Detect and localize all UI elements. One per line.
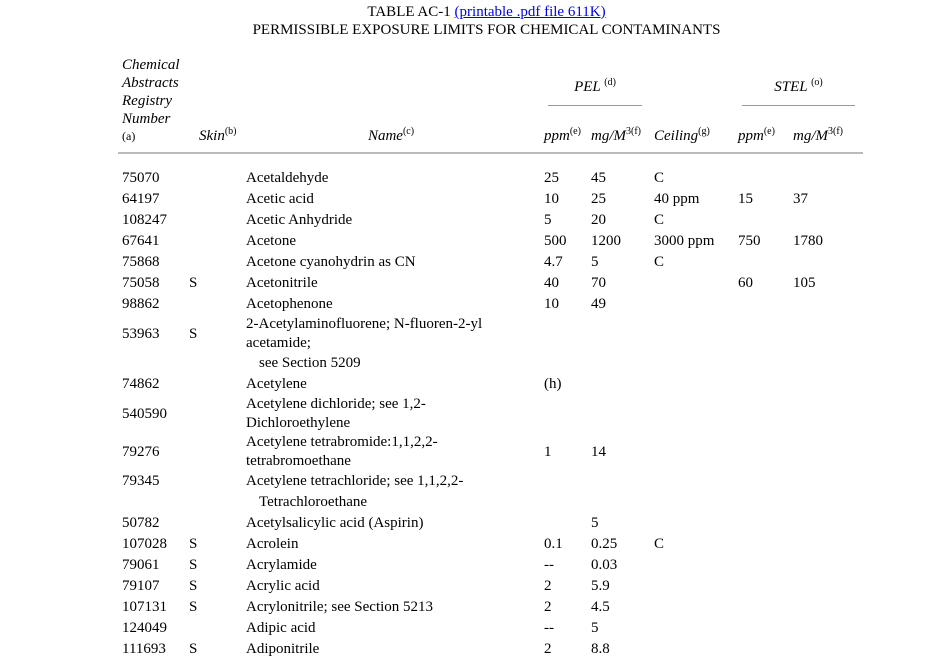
name-cell (242, 374, 540, 395)
cas-cell (118, 492, 185, 513)
skin-cell: S (189, 557, 198, 573)
pel-mg-cell: 70 (591, 275, 606, 291)
pel-ppm-cell: 1 (544, 443, 552, 460)
stel-mg-cell (789, 492, 863, 513)
pel-ppm-cell (540, 395, 587, 433)
name-line: Acrolein (246, 536, 299, 552)
name-cell (242, 395, 540, 433)
pel-ppm-cell: 500 (544, 233, 567, 249)
name-cell (242, 273, 540, 294)
ceiling-cell (650, 433, 734, 471)
cas-cell: 53963 (122, 325, 160, 342)
skin-cell (185, 294, 242, 315)
header-stel-ppm: ppm$^{(e)}$ (738, 126, 775, 144)
stel-ppm-cell (734, 513, 789, 534)
skin-cell: S (189, 599, 198, 615)
name-line: Dichloroethylene (246, 415, 351, 431)
table-row (118, 231, 863, 252)
stel-mg-cell (789, 252, 863, 273)
skin-cell (185, 395, 242, 433)
cas-cell: 540590 (122, 405, 167, 422)
skin-cell (185, 513, 242, 534)
ceiling-cell (650, 639, 734, 660)
pel-mg-cell: 0.25 (591, 536, 618, 552)
pel-ppm-cell (540, 353, 587, 374)
name-line: acetamide; (246, 335, 311, 351)
stel-mg-cell (789, 534, 863, 555)
cas-cell: 74862 (122, 376, 160, 392)
stel-mg-cell (789, 576, 863, 597)
table-row (118, 189, 863, 210)
pel-mg-cell: 5 (591, 254, 599, 270)
stel-mg-cell (789, 315, 863, 353)
cas-cell: 75868 (122, 254, 160, 270)
pel-mg-cell: 0.03 (591, 557, 618, 573)
name-cell (242, 294, 540, 315)
name-cell (242, 252, 540, 273)
pel-mg-cell: 5 (591, 515, 599, 531)
table-row (118, 315, 863, 353)
stel-mg-cell (789, 597, 863, 618)
pel-mg-cell: 20 (591, 212, 606, 228)
stel-ppm-cell: 60 (738, 275, 753, 291)
name-line: Tetrachloroethane (259, 494, 368, 510)
stel-mg-cell (789, 471, 863, 492)
name-cell (242, 210, 540, 231)
stel-ppm-cell (734, 471, 789, 492)
pel-ppm-cell: 4.7 (544, 254, 563, 270)
skin-cell: S (189, 536, 198, 552)
pel-mg-cell: 5.9 (591, 578, 610, 594)
cas-cell: 79061 (122, 557, 160, 573)
table-row (118, 210, 863, 231)
stel-ppm-cell (734, 433, 789, 471)
header-pel: PEL $^{(d)}$ (540, 56, 650, 112)
name-cell (242, 639, 540, 660)
cas-cell (118, 353, 185, 374)
name-line: Acetylene tetrabromide:1,1,2,2- (246, 434, 438, 450)
skin-cell (185, 231, 242, 252)
table-row (118, 555, 863, 576)
ceiling-cell: 40 ppm (654, 191, 700, 207)
stel-ppm-cell: 750 (738, 233, 761, 249)
table-row (118, 374, 863, 395)
cas-cell: 98862 (122, 296, 160, 312)
stel-ppm-cell (734, 374, 789, 395)
stel-mg-cell (789, 353, 863, 374)
ceiling-cell: 3000 ppm (654, 233, 715, 249)
cas-cell: 107028 (122, 536, 167, 552)
name-line: Acetonitrile (246, 275, 318, 291)
exposure-limits-table (118, 56, 863, 660)
skin-cell (185, 252, 242, 273)
pel-ppm-cell (540, 513, 587, 534)
ceiling-cell (650, 471, 734, 492)
name-line: Acrylonitrile; see Section 5213 (246, 599, 434, 615)
pel-mg-cell: 14 (591, 443, 606, 460)
printable-pdf-link[interactable]: (printable .pdf file 611K) (454, 4, 606, 20)
pel-ppm-cell: 2 (544, 599, 552, 615)
stel-ppm-cell: 15 (738, 191, 753, 207)
name-cell (242, 168, 540, 189)
cas-cell: 107131 (122, 599, 167, 615)
pel-mg-cell: 4.5 (591, 599, 610, 615)
skin-cell (185, 374, 242, 395)
ceiling-cell (650, 513, 734, 534)
name-cell (242, 534, 540, 555)
pel-mg-cell (587, 353, 650, 374)
stel-ppm-cell (734, 252, 789, 273)
title-prefix: TABLE AC-1 (367, 4, 451, 20)
name-cell (242, 597, 540, 618)
header-pel-mg: $mg/M^{3(f)}$ (591, 126, 641, 144)
table-subtitle: PERMISSIBLE EXPOSURE LIMITS FOR CHEMICAL CONTAMINANTS (252, 22, 721, 38)
stel-ppm-cell (734, 597, 789, 618)
pel-ppm-cell: -- (544, 620, 554, 636)
name-cell (242, 353, 540, 374)
ceiling-cell: C (654, 536, 665, 552)
table-title (40, 0, 933, 39)
stel-ppm-cell (734, 639, 789, 660)
stel-ppm-cell (734, 315, 789, 353)
pel-ppm-cell: -- (544, 557, 554, 573)
name-cell (242, 492, 540, 513)
name-line: Acetaldehyde (246, 170, 329, 186)
pel-mg-cell (587, 471, 650, 492)
name-line: Adipic acid (246, 620, 316, 636)
cas-cell: 67641 (122, 233, 160, 249)
stel-ppm-cell (734, 492, 789, 513)
table-row (118, 618, 863, 639)
name-cell (242, 618, 540, 639)
stel-ppm-cell (734, 555, 789, 576)
pel-mg-cell: 49 (591, 296, 606, 312)
name-line: Acrylic acid (246, 578, 320, 594)
name-line: Acetylene tetrachloride; see 1,1,2,2- (246, 473, 464, 489)
table-row (118, 576, 863, 597)
table-row (118, 534, 863, 555)
name-cell (242, 433, 540, 471)
skin-cell (185, 353, 242, 374)
cas-cell: 124049 (122, 620, 167, 636)
table-row (118, 433, 863, 471)
pel-ppm-cell: 25 (544, 170, 559, 186)
ceiling-cell (650, 555, 734, 576)
pel-ppm-cell: 0.1 (544, 536, 563, 552)
table-row (118, 492, 863, 513)
pel-mg-cell: 25 (591, 191, 606, 207)
name-cell (242, 315, 540, 353)
name-cell (242, 471, 540, 492)
name-line: Adiponitrile (246, 641, 320, 657)
stel-ppm-cell (734, 294, 789, 315)
cas-cell: 79345 (122, 473, 160, 489)
skin-cell: S (189, 578, 198, 594)
pel-ppm-cell (540, 471, 587, 492)
skin-cell (185, 492, 242, 513)
pel-mg-cell: 5 (591, 620, 599, 636)
name-line: 2-Acetylaminofluorene; N-fluoren-2-yl (246, 316, 483, 332)
ceiling-cell (650, 374, 734, 395)
ceiling-cell: C (654, 254, 665, 270)
header-stel-mg: $mg/M^{3(f)}$ (793, 126, 843, 144)
pel-mg-cell: 1200 (591, 233, 621, 249)
name-line: Acetophenone (246, 296, 333, 312)
ceiling-cell (650, 395, 734, 433)
name-line: Acetic acid (246, 191, 314, 207)
pel-ppm-cell (540, 315, 587, 353)
name-cell (242, 189, 540, 210)
pel-mg-cell (587, 374, 650, 395)
stel-mg-cell (789, 210, 863, 231)
table-row (118, 252, 863, 273)
name-line: Acetone (246, 233, 296, 249)
header-name: Name$^{(c)}$ (367, 126, 415, 144)
name-line: tetrabromoethane (246, 453, 351, 469)
pel-ppm-cell: 40 (544, 275, 559, 291)
ceiling-cell (650, 576, 734, 597)
name-line: Acetylene dichloride; see 1,2- (246, 396, 426, 412)
stel-mg-cell (789, 294, 863, 315)
stel-mg-cell (789, 433, 863, 471)
stel-mg-cell (789, 168, 863, 189)
cas-cell: 108247 (122, 212, 167, 228)
pel-ppm-cell: 10 (544, 296, 559, 312)
ceiling-cell (650, 618, 734, 639)
name-line: Acetone cyanohydrin as CN (246, 254, 416, 270)
stel-ppm-cell (734, 395, 789, 433)
header-stel: STEL $^{(o)}$ (734, 56, 863, 112)
skin-cell: S (189, 325, 198, 342)
pel-mg-cell: 45 (591, 170, 606, 186)
cas-cell: 50782 (122, 515, 160, 531)
skin-cell (185, 471, 242, 492)
name-line: Acetylene (246, 376, 307, 392)
skin-cell: S (189, 641, 198, 657)
pel-ppm-cell: 10 (544, 191, 559, 207)
cas-cell: 111693 (122, 641, 166, 657)
ceiling-cell (650, 353, 734, 374)
stel-mg-cell (789, 395, 863, 433)
stel-mg-cell: 1780 (793, 233, 823, 249)
skin-cell (185, 618, 242, 639)
table-row (118, 294, 863, 315)
name-line: see Section 5209 (259, 355, 361, 371)
table-row (118, 273, 863, 294)
pel-mg-cell (587, 492, 650, 513)
pel-mg-cell (587, 315, 650, 353)
stel-ppm-cell (734, 210, 789, 231)
stel-mg-cell (789, 513, 863, 534)
cas-cell: 64197 (122, 191, 160, 207)
table-row (118, 513, 863, 534)
header-skin: Skin$^{(b)}$ (199, 126, 237, 144)
table-row (118, 471, 863, 492)
cas-cell: 79107 (122, 578, 160, 594)
table-row (118, 168, 863, 189)
ceiling-cell (650, 294, 734, 315)
skin-cell (185, 189, 242, 210)
ceiling-cell (650, 492, 734, 513)
stel-mg-cell (789, 374, 863, 395)
skin-cell (185, 433, 242, 471)
skin-cell (185, 210, 242, 231)
table-row (118, 395, 863, 433)
name-cell (242, 576, 540, 597)
table-row (118, 597, 863, 618)
header-ceiling: Ceiling$^{(g)}$ (654, 126, 710, 144)
ceiling-cell (650, 597, 734, 618)
ceiling-cell (650, 273, 734, 294)
header-pel-ppm: ppm$^{(e)}$ (544, 126, 581, 144)
table-row (118, 353, 863, 374)
name-cell (242, 513, 540, 534)
pel-ppm-cell: 2 (544, 578, 552, 594)
ceiling-cell: C (654, 212, 665, 228)
stel-mg-cell: 105 (793, 275, 816, 291)
stel-ppm-cell (734, 168, 789, 189)
name-cell (242, 555, 540, 576)
cas-cell: 75070 (122, 170, 160, 186)
pel-mg-cell: 8.8 (591, 641, 610, 657)
pel-ppm-cell (540, 492, 587, 513)
stel-ppm-cell (734, 353, 789, 374)
ceiling-cell (650, 315, 734, 353)
table-row (118, 639, 863, 660)
stel-mg-cell (789, 639, 863, 660)
pel-mg-cell (587, 395, 650, 433)
pel-ppm-cell: 5 (544, 212, 552, 228)
stel-ppm-cell (734, 576, 789, 597)
stel-ppm-cell (734, 618, 789, 639)
name-cell (242, 231, 540, 252)
ceiling-cell: C (654, 170, 665, 186)
name-line: Acrylamide (246, 557, 317, 573)
skin-cell: S (189, 275, 198, 291)
stel-mg-cell: 37 (793, 191, 808, 207)
skin-cell (185, 168, 242, 189)
stel-mg-cell (789, 555, 863, 576)
name-line: Acetic Anhydride (246, 212, 353, 228)
pel-ppm-cell: 2 (544, 641, 552, 657)
name-line: Acetylsalicylic acid (Aspirin) (246, 515, 424, 531)
header-cas: Chemical Abstracts Registry Number (a) (122, 57, 180, 143)
cas-cell: 75058 (122, 275, 160, 291)
pel-ppm-cell: (h) (544, 376, 562, 392)
stel-mg-cell (789, 618, 863, 639)
cas-cell: 79276 (122, 443, 160, 460)
stel-ppm-cell (734, 534, 789, 555)
